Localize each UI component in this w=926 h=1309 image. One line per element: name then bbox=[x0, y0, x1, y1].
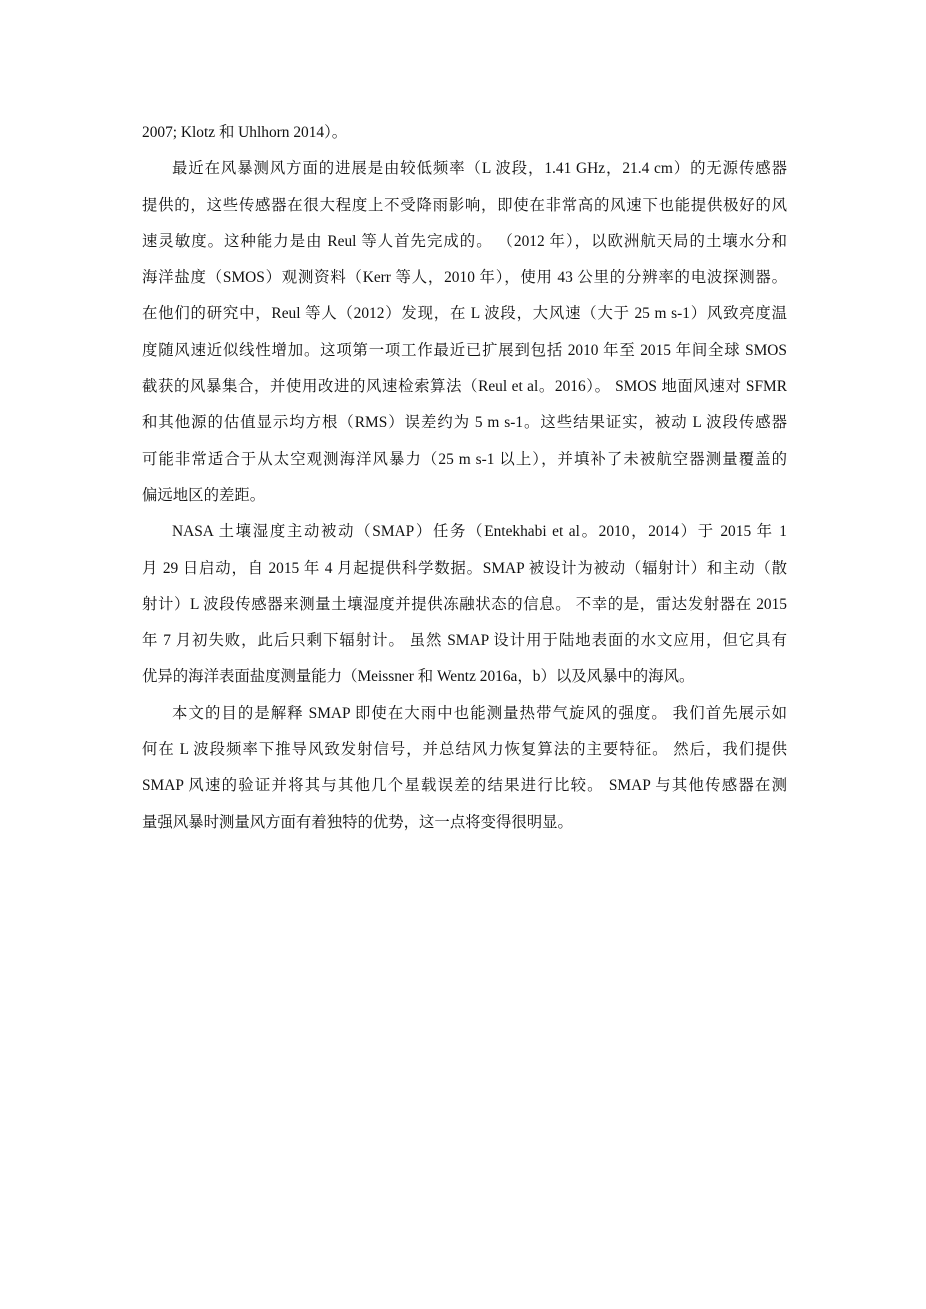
paragraph-smap bbox=[142, 514, 787, 695]
text-line: 2007; Klotz 和 Uhlhorn 2014）。 bbox=[142, 124, 348, 141]
paragraph-purpose bbox=[142, 696, 787, 841]
document-body bbox=[142, 115, 787, 841]
text-line: 提供的，这些传感器在很大程度上不受降雨影响，即使在非常高的风速下也能提供极好的风 bbox=[142, 196, 787, 214]
text-line: 海洋盐度（SMOS）观测资料（Kerr 等人，2010 年），使用 43 公里的分辨率的电波探测器。 bbox=[142, 269, 787, 287]
text-line: 月 29 日启动，自 2015 年 4 月起提供科学数据。SMAP 被设计为被动（辐射计）和主动（散 bbox=[142, 559, 787, 577]
text-line: 优异的海洋表面盐度测量能力（Meissner 和 Wentz 2016a，b）以及风暴中的海风。 bbox=[142, 668, 695, 686]
text-line: 年 7 月初失败，此后只剩下辐射计。 虽然 SMAP 设计用于陆地表面的水文应用，但它具有 bbox=[142, 632, 787, 650]
text-line: 在他们的研究中，Reul 等人（2012）发现，在 L 波段，大风速（大于 25 m s-1）风致亮度温 bbox=[142, 305, 787, 323]
text-line: 偏远地区的差距。 bbox=[142, 486, 266, 504]
text-line: 量强风暴时测量风方面有着独特的优势，这一点将变得很明显。 bbox=[142, 813, 573, 831]
text-line: 最近在风暴测风方面的进展是由较低频率（L 波段，1.41 GHz，21.4 cm）的无源传感器 bbox=[172, 160, 787, 178]
text-line: 射计）L 波段传感器来测量土壤湿度并提供冻融状态的信息。 不幸的是，雷达发射器在 2015 bbox=[142, 595, 787, 613]
text-line: 度随风速近似线性增加。这项第一项工作最近已扩展到包括 2010 年至 2015 年间全球 SMOS bbox=[142, 341, 787, 359]
text-line: SMAP 风速的验证并将其与其他几个星载误差的结果进行比较。 SMAP 与其他传感器在测 bbox=[142, 777, 787, 795]
text-line: 截获的风暴集合，并使用改进的风速检索算法（Reul et al。2016）。 SMOS 地面风速对 SFMR bbox=[142, 378, 787, 396]
text-line: 何在 L 波段频率下推导风致发射信号，并总结风力恢复算法的主要特征。 然后，我们提供 bbox=[142, 741, 787, 759]
paragraph-continuation bbox=[142, 115, 787, 151]
text-line: 可能非常适合于从太空观测海洋风暴力（25 m s-1 以上），并填补了未被航空器测量覆盖的 bbox=[142, 450, 787, 468]
text-line: 本文的目的是解释 SMAP 即使在大雨中也能测量热带气旋风的强度。 我们首先展示如 bbox=[172, 704, 787, 722]
text-line: NASA 土壤湿度主动被动（SMAP）任务（Entekhabi et al。2010，2014）于 2015 年 1 bbox=[172, 523, 787, 541]
text-line: 和其他源的估值显示均方根（RMS）误差约为 5 m s-1。这些结果证实，被动 L 波段传感器 bbox=[142, 414, 787, 432]
paragraph-smos bbox=[142, 151, 787, 514]
text-line: 速灵敏度。这种能力是由 Reul 等人首先完成的。 （2012 年），以欧洲航天局的土壤水分和 bbox=[142, 232, 787, 250]
